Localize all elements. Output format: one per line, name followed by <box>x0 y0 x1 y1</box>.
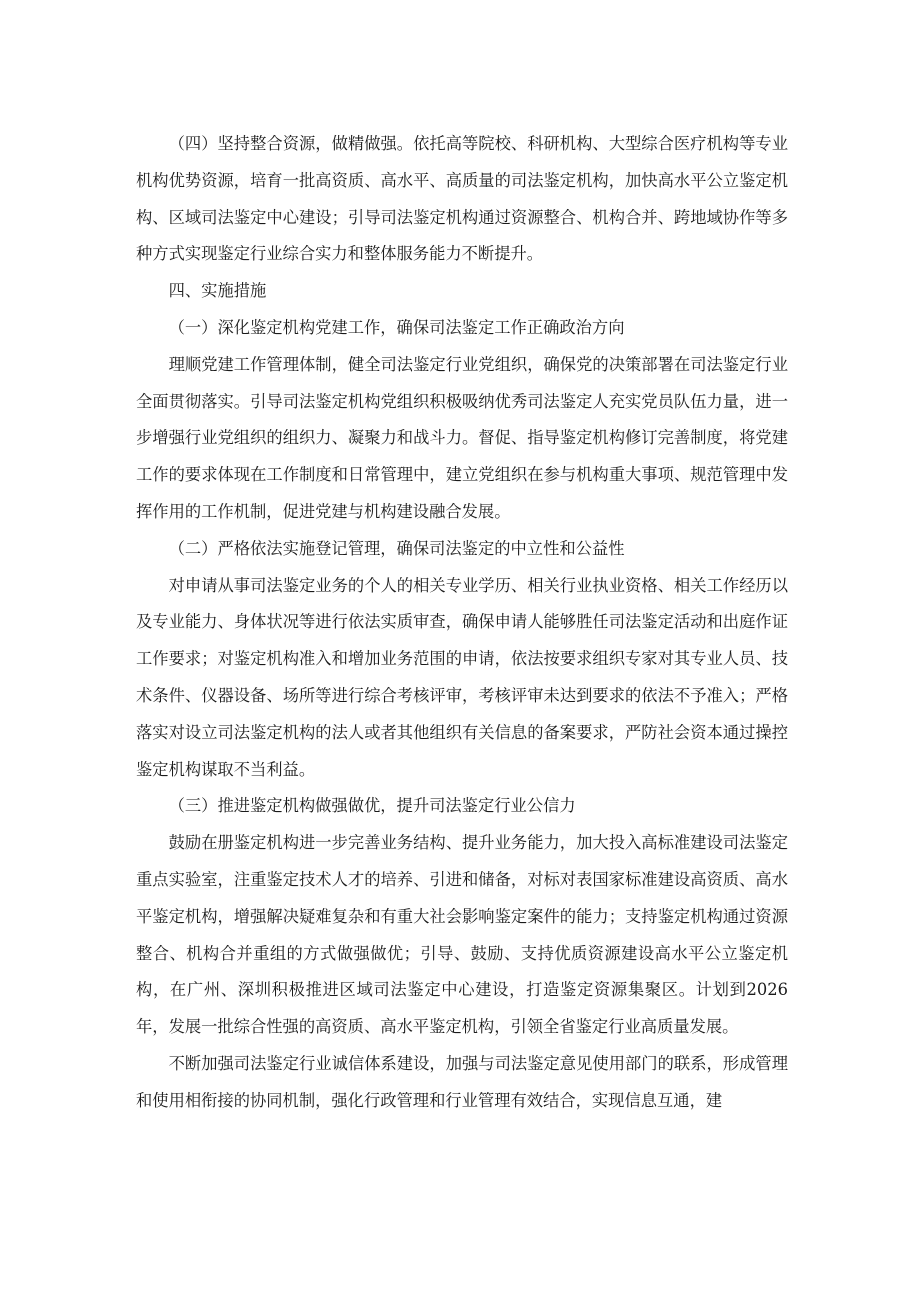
document-body <box>136 126 788 1120</box>
paragraph-credit-system: 不断加强司法鉴定行业诚信体系建设，加强与司法鉴定意见使用部门的联系，形成管理和使用相衔接的协同机制，强化行政管理和行业管理有效结合，实现信息互通，建 <box>136 1053 788 1110</box>
paragraph-registration: 对申请从事司法鉴定业务的个人的相关专业学历、相关行业执业资格、相关工作经历以及专业能力、身体状况等进行依法实质审查，确保申请人能够胜任司法鉴定活动和出庭作证工作要求；对鉴定机构准入和增加业务范围的申请，依法按要求组织专家对其专业人员、技术条件、仪器设备、场所等进行综合考核评审，考核评审未达到要求的依法不予准入；严格落实对设立司法鉴定机构的法人或者其他组织有关信息的备案要求，严防社会资本通过操控鉴定机构谋取不当利益。 <box>136 575 788 779</box>
subheading-party-building: （一）深化鉴定机构党建工作，确保司法鉴定工作正确政治方向 <box>168 317 625 337</box>
subheading-registration: （二）严格依法实施登记管理，确保司法鉴定的中立性和公益性 <box>168 538 625 558</box>
paragraph-strengthen-institutions: 鼓励在册鉴定机构进一步完善业务结构、提升业务能力，加大投入高标准建设司法鉴定重点实验室，注重鉴定技术人才的培养、引进和储备，对标对表国家标准建设高资质、高水平鉴定机构，增强解决疑难复杂和有重大社会影响鉴定案件的能力；支持鉴定机构通过资源整合、机构合并重组的方式做强做优；引导、鼓励、支持优质资源建设高水平公立鉴定机构，在广州、深圳积极推进区域司法鉴定中心建设，打造鉴定资源集聚区。计划到2026年，发展一批综合性强的高资质、高水平鉴定机构，引领全省鉴定行业高质量发展。 <box>136 833 788 1037</box>
subheading-strengthen-institutions: （三）推进鉴定机构做强做优，提升司法鉴定行业公信力 <box>168 796 576 816</box>
section-heading-implementation: 四、实施措施 <box>168 281 267 301</box>
paragraph-principle-4: （四）坚持整合资源，做精做强。依托高等院校、科研机构、大型综合医疗机构等专业机构优势资源，培育一批高资质、高水平、高质量的司法鉴定机构，加快高水平公立鉴定机构、区域司法鉴定中心建设；引导司法鉴定机构通过资源整合、机构合并、跨地域协作等多种方式实现鉴定行业综合实力和整体服务能力不断提升。 <box>136 134 788 264</box>
paragraph-party-building: 理顺党建工作管理体制，健全司法鉴定行业党组织，确保党的决策部署在司法鉴定行业全面贯彻落实。引导司法鉴定机构党组织积极吸纳优秀司法鉴定人充实党员队伍力量，进一步增强行业党组织的组织力、凝聚力和战斗力。督促、指导鉴定机构修订完善制度，将党建工作的要求体现在工作制度和日常管理中，建立党组织在参与机构重大事项、规范管理中发挥作用的工作机制，促进党建与机构建设融合发展。 <box>136 354 788 521</box>
